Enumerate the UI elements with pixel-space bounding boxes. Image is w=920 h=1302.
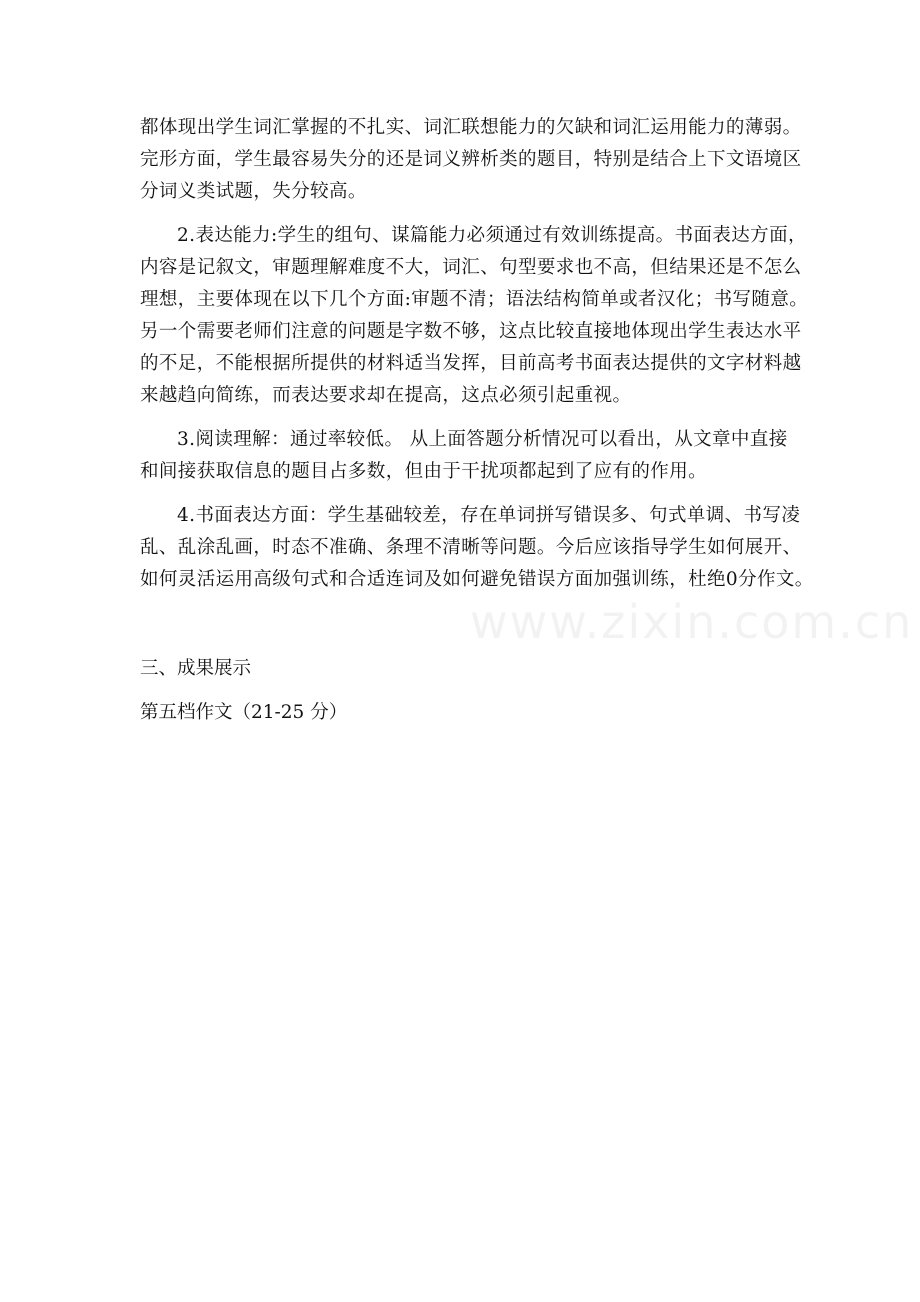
subheading: 第五档作文（21-25 分） xyxy=(140,702,348,723)
text-line: 来越趋向简练，而表达要求却在提高，这点必须引起重视。 xyxy=(140,385,632,406)
text-line: 内容是记叙文，审题理解难度不大，词汇、句型要求也不高，但结果还是不怎么 xyxy=(140,257,802,278)
paragraph-expression xyxy=(140,220,809,412)
text-line: 3.阅读理解：通过率较低。 从上面答题分析情况可以看出，从文章中直接 xyxy=(177,429,788,450)
section-spacer xyxy=(140,608,800,653)
text-line: 如何灵活运用高级句式和合适连词及如何避免错误方面加强训练，杜绝0分作文。 xyxy=(140,569,814,590)
watermark-text: www.zixin.com.cn xyxy=(470,595,914,649)
text-line: 和间接获取信息的题目占多数，但由于干扰项都起到了应有的作用。 xyxy=(140,461,708,482)
text-line: 分词义类试题，失分较高。 xyxy=(140,181,367,202)
document-body xyxy=(140,112,814,741)
paragraph-writing xyxy=(140,500,814,596)
text-line: 完形方面，学生最容易失分的还是词义辨析类的题目，特别是结合上下文语境区 xyxy=(140,149,802,170)
text-line: 都体现出学生词汇掌握的不扎实、词汇联想能力的欠缺和词汇运用能力的薄弱。 xyxy=(140,117,802,138)
paragraph-reading xyxy=(140,424,800,488)
text-line: 4.书面表达方面：学生基础较差，存在单词拼写错误多、句式单调、书写凌 xyxy=(177,505,801,526)
text-line: 2.表达能力:学生的组句、谋篇能力必须通过有效训练提高。书面表达方面， xyxy=(177,225,807,246)
paragraph-vocabulary xyxy=(140,112,800,208)
section-heading: 三、成果展示 xyxy=(140,658,252,679)
text-line: 理想，主要体现在以下几个方面:审题不清；语法结构简单或者汉化；书写随意。 xyxy=(140,289,809,310)
text-line: 另一个需要老师们注意的问题是字数不够，这点比较直接地体现出学生表达水平 xyxy=(140,321,802,342)
text-line: 乱、乱涂乱画，时态不准确、条理不清晰等问题。今后应该指导学生如何展开、 xyxy=(140,537,802,558)
text-line: 的不足，不能根据所提供的材料适当发挥，目前高考书面表达提供的文字材料越 xyxy=(140,353,802,374)
